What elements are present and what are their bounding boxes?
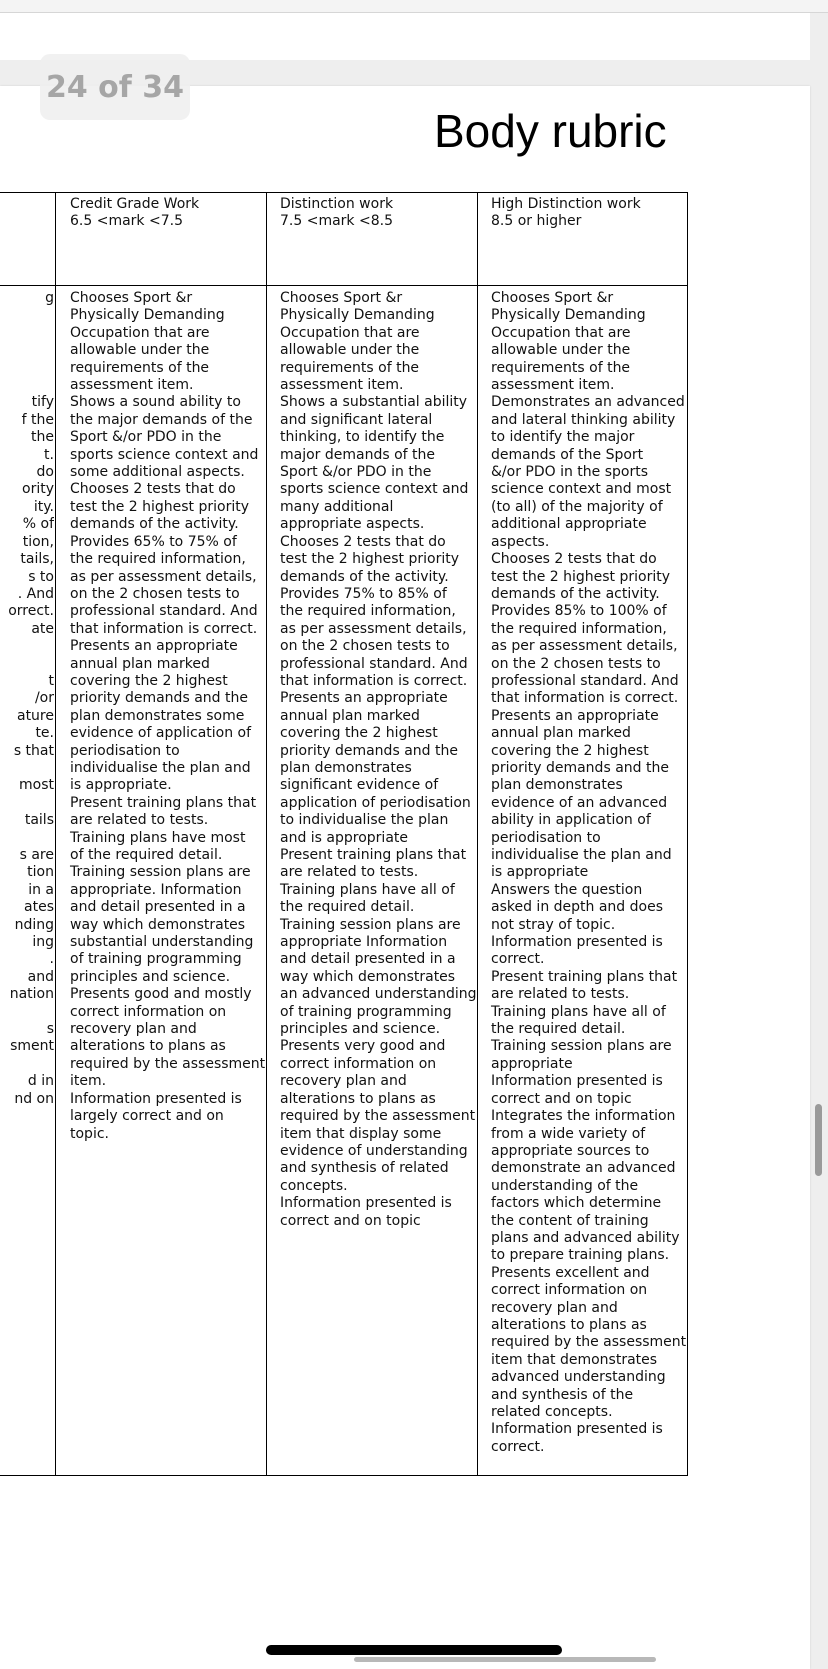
viewer-top-bar: [0, 0, 828, 13]
table-header-divider: [0, 285, 688, 286]
partial-column: [0, 290, 54, 1108]
vertical-scrollbar-thumb[interactable]: [815, 1104, 822, 1176]
high-distinction-column-header: High Distinction work 8.5 or higher: [491, 196, 641, 230]
table-column-divider: [477, 192, 478, 1476]
high-distinction-column-criteria: Chooses Sport &r Physically Demanding Occupation that are allowable under the requirements of the assessment item. Demonstrates an advanced and lateral thinking ability to identify the major demands of the Sport &/or PDO in the sports science context and most (to all) of the majority of additional appropriate aspects. Chooses 2 tests that do test the 2 highest priority demands of the activity. Provides 85% to 100% of the required information, as per assessment details, on the 2 chosen tests to professional standard. And that information is correct. Presents an appropriate annual plan marked covering the 2 highest priority demands and the plan demonstrates evidence of an advanced ability in application of periodisation to individualise the plan and is appropriate Answers the question asked in depth and does not stray of topic. Information presented is correct. Present training plans that are related to tests. Training plans have all of the required detail. Training session plans are appropriate Information presented is correct and on topic Integrates the information from a wide variety of appropriate sources to demonstrate an advanced understanding of the factors which determine the content of training plans and advanced ability to prepare training plans. Presents excellent and correct information on recovery plan and alterations to plans as required by the assessment item that demonstrates advanced understanding and synthesis of the related concepts. Information presented is correct.: [491, 290, 687, 1455]
table-column-divider: [266, 192, 267, 1476]
table-bottom-border: [0, 1475, 688, 1476]
distinction-column-header: Distinction work 7.5 <mark <8.5: [280, 196, 394, 230]
distinction-column-criteria: Chooses Sport &r Physically Demanding Occupation that are allowable under the requirements of the assessment item. Shows a substantial ability and significant lateral thinking, to identify the major demands of the Sport &/or PDO in the sports science context and many additional appropriate aspects. Chooses 2 tests that do test the 2 highest priority demands of the activity. Provides 75% to 85% of the required information, as per assessment details, on the 2 chosen tests to professional standard. And that information is correct. Presents an appropriate annual plan marked covering the 2 highest priority demands and the plan demonstrates significant evidence of application of periodisation to individualise the plan and is appropriate Present training plans that are related to tests. Training plans have all of the required detail. Training session plans are appropriate Information and detail presented in a way which demonstrates an advanced understanding of training programming principles and science. Presents very good and correct information on recovery plan and alterations to plans as required by the assessment item that display some evidence of understanding and synthesis of related concepts. Information presented is correct and on topic: [280, 290, 477, 1229]
page-title: Body rubric: [434, 105, 667, 157]
credit-column-criteria: Chooses Sport &r Physically Demanding Occupation that are allowable under the requirements of the assessment item. Shows a sound ability to the major demands of the Sport &/or PDO in the sports science context and some additional aspects. Chooses 2 tests that do test the 2 highest priority demands of the activity. Provides 65% to 75% of the required information, as per assessment details, on the 2 chosen tests to professional standard. And that information is correct. Presents an appropriate annual plan marked covering the 2 highest priority demands and the plan demonstrates some evidence of application of periodisation to individualise the plan and is appropriate. Present training plans that are related to tests. Training plans have most of the required detail. Training session plans are appropriate. Information and detail presented in a way which demonstrates substantial understanding of training programming principles and science. Presents good and mostly correct information on recovery plan and alterations to plans as required by the assessment item. Information presented is largely correct and on topic.: [70, 290, 266, 1142]
table-top-border: [0, 192, 688, 193]
table-right-border: [687, 192, 688, 1476]
horizontal-scrollbar-thumb[interactable]: [354, 1657, 656, 1662]
table-column-divider: [55, 192, 56, 1476]
credit-column-header: Credit Grade Work 6.5 <mark <7.5: [70, 196, 200, 230]
previous-page: [0, 13, 810, 60]
page-indicator: 24 of 34: [40, 54, 190, 120]
home-indicator[interactable]: [266, 1645, 562, 1655]
partial-column-text: g tify f the the t. do ority ity. % of tion, tails, s to . And orrect. ate t /or ature te. s that most tails s are tion in a ates nding ing . and nation s sment d in nd on: [8, 290, 54, 1107]
